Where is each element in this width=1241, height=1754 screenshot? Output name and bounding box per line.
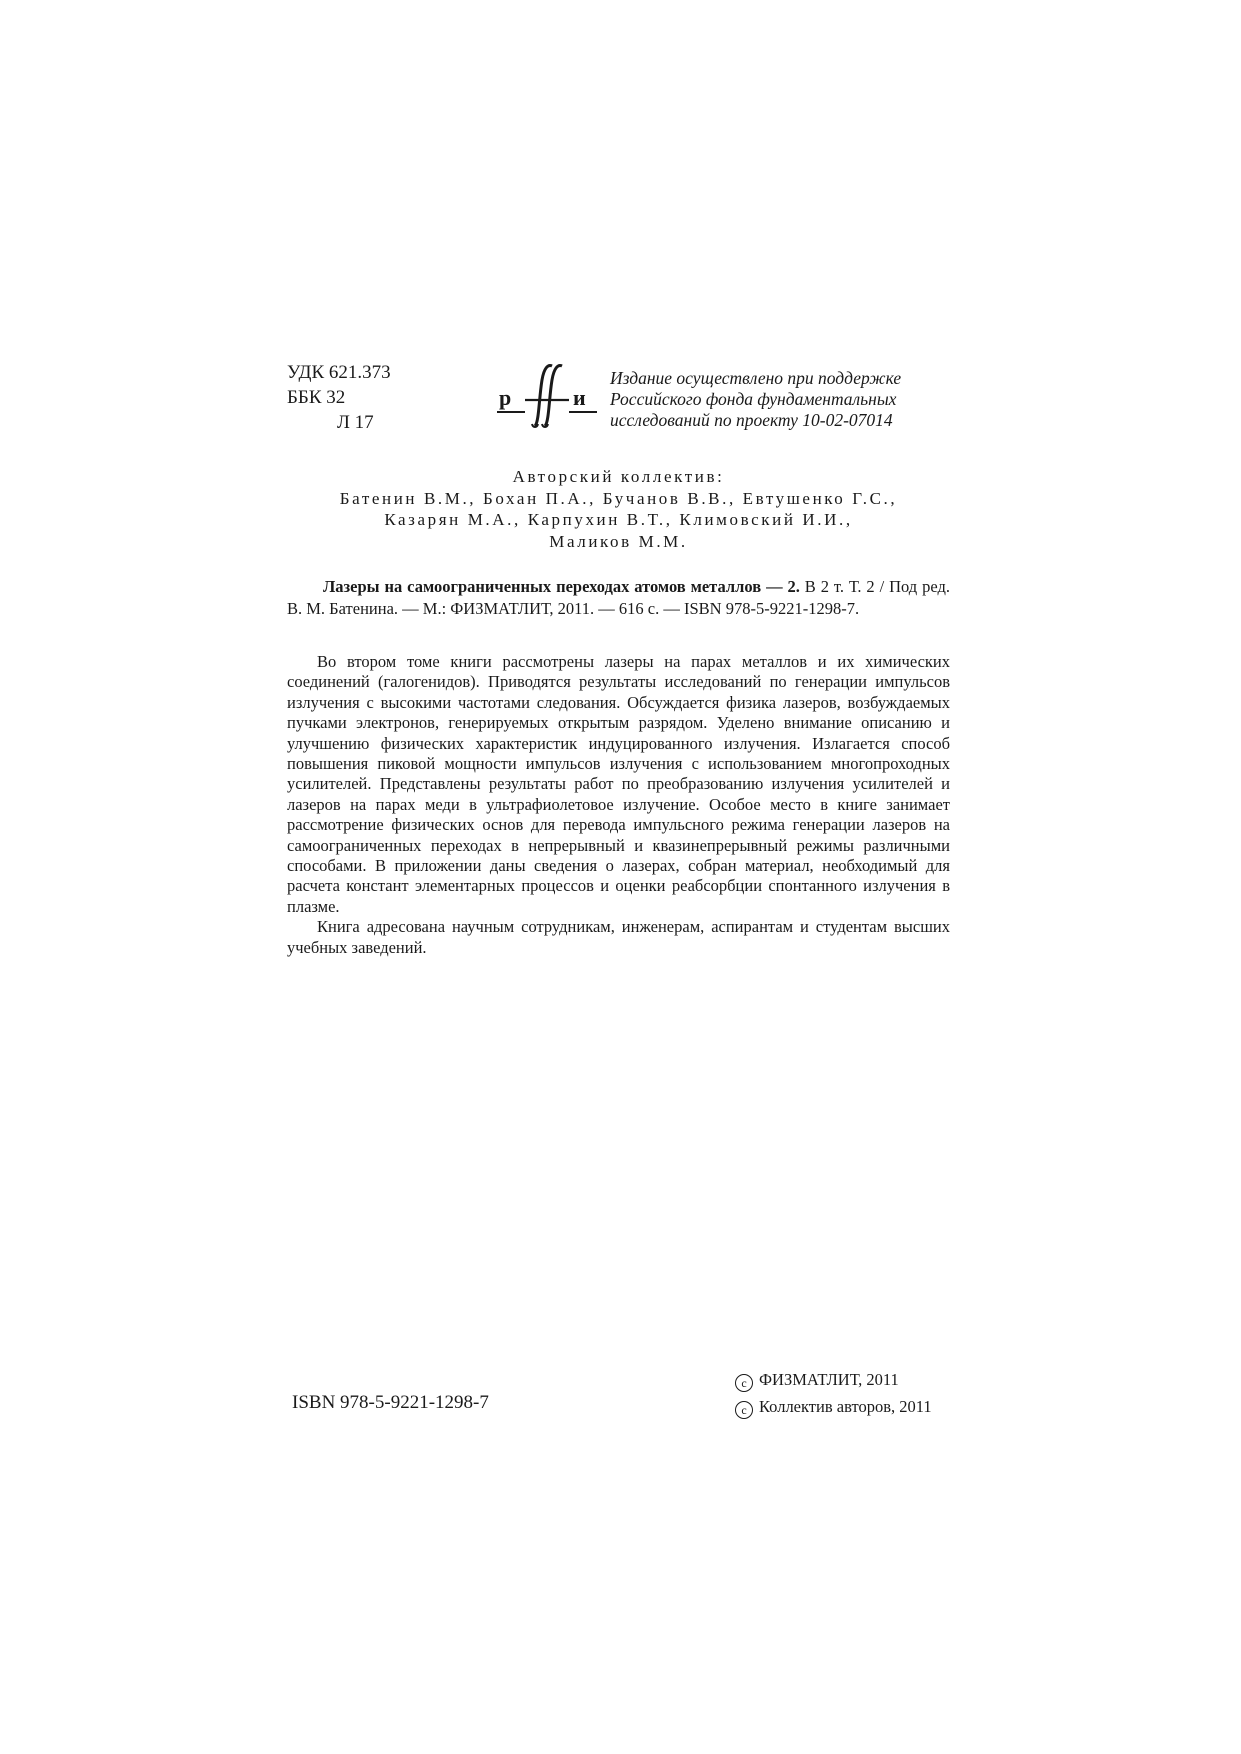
funding-note-line: Издание осуществлено при поддержке [610, 368, 902, 388]
classification-block [287, 360, 391, 435]
copyright-icon: c [735, 1374, 753, 1392]
abstract-paragraph: Во втором томе книги рассмотрены лазеры на парах металлов и их химических соединений (галогенидов). Приводятся результаты исследований по генерации импульсов излучения с высокими частотами следования. Обсуждается физика лазеров, возбуждаемых пучками электронов, генерируемых открытым разрядом. Уделено внимание описанию и улучшению физических характеристик индуцированного излучения. Излагается способ повышения пиковой мощности импульсов излучения с использованием многопроходных усилителей. Представлены результаты работ по преобразованию излучения усилителей и лазеров на парах меди в ультрафиолетовое излучение. Особое место в книге занимает рассмотрение физических основ для перевода импульсного режима генерации лазеров на самоограниченных переходах в непрерывный и квазинепрерывный режимы различными способами. В приложении даны сведения о лазерах, собран материал, необходимый для расчета констант элементарных процессов и оценки реабсорбции спонтанного излучения в плазме. [287, 652, 950, 916]
funding-note-line: исследований по проекту 10-02-07014 [610, 410, 893, 430]
bibliographic-record [287, 576, 950, 619]
isbn-footer: ISBN 978-5-9221-1298-7 [292, 1392, 489, 1413]
authors-line: Казарян М.А., Карпухин В.Т., Климовский И.И., [384, 510, 853, 529]
authors-line: Батенин В.М., Бохан П.А., Бучанов В.В., Евтушенко Г.С., [339, 488, 898, 508]
funding-note-line: Российского фонда фундаментальных [610, 389, 897, 409]
copyright-block [735, 1366, 932, 1420]
authors-block [287, 466, 950, 552]
copyright-line [735, 1393, 932, 1420]
copyright-icon: c [735, 1401, 753, 1419]
authors-heading: Авторский коллектив: [512, 467, 725, 486]
udk-code: УДК 621.373 [287, 362, 391, 383]
funding-note [610, 368, 950, 431]
abstract-paragraph: Книга адресована научным сотрудникам, инженерам, аспирантам и студентам высших учебных заведений. [287, 917, 950, 957]
authors-line: Маликов М.М. [549, 531, 688, 551]
book-title: Лазеры на самоограниченных переходах атомов металлов — 2. [323, 577, 800, 596]
rffi-logo-letter-r: р [499, 385, 512, 410]
copyright-line [735, 1366, 932, 1393]
copyright-publisher: ФИЗМАТЛИТ, 2011 [759, 1370, 899, 1389]
copyright-authors: Коллектив авторов, 2011 [759, 1397, 932, 1416]
abstract [287, 652, 950, 958]
rffi-logo [495, 358, 599, 430]
author-mark: Л 17 [337, 412, 374, 433]
rffi-logo-graphic [495, 358, 599, 430]
rffi-logo-letter-i: и [573, 385, 586, 410]
bbk-code: ББК 32 [287, 387, 346, 408]
bibliographic-details: В 2 т. Т. 2 / Под ред. В. М. Батенина. — М.: ФИЗМАТЛИТ, 2011. — 616 с. — ISBN 978-5-9221-1298-7. [287, 577, 950, 618]
